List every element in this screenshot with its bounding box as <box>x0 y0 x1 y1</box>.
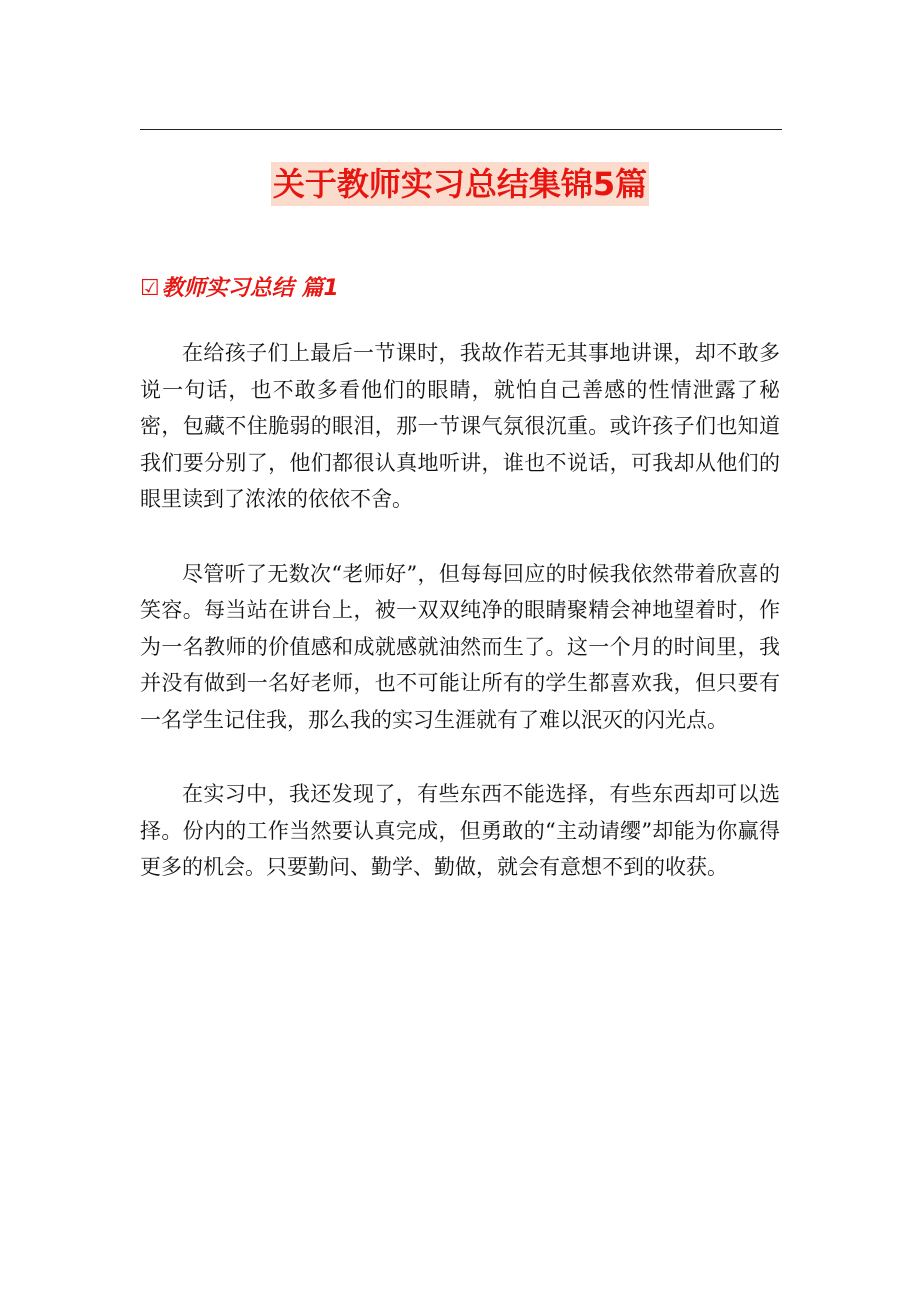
paragraph-1: 在给孩子们上最后一节课时，我故作若无其事地讲课，却不敢多说一句话，也不敢多看他们的眼睛，就怕自己善感的性情泄露了秘密，包藏不住脆弱的眼泪，那一节课气氛很沉重。或许孩子们也知道我们要分别了，他们都很认真地听讲，谁也不说话，可我却从他们的眼里读到了浓浓的依依不舍。 <box>140 341 780 511</box>
document-title: 关于教师实习总结集锦5篇 <box>271 162 649 206</box>
section-heading <box>140 273 339 305</box>
paragraph-3: 在实习中，我还发现了，有些东西不能选择，有些东西却可以选择。份内的工作当然要认真完成，但勇敢的“主动请缨”却能为你赢得更多的机会。只要勤问、勤学、勤做，就会有意想不到的收获。 <box>140 782 780 879</box>
article-body <box>140 335 780 924</box>
top-divider <box>140 129 782 130</box>
paragraph-2: 尽管听了无数次“老师好”，但每每回应的时候我依然带着欣喜的笑容。每当站在讲台上，被一双双纯净的眼睛聚精会神地望着时，作为一名教师的价值感和成就感就油然而生了。这一个月的时间里，我并没有做到一名好老师，也不可能让所有的学生都喜欢我，但只要有一名学生记住我，那么我的实习生涯就有了难以泯灭的闪光点。 <box>140 561 780 732</box>
section-heading-label: 教师实习总结 篇1 <box>161 276 339 301</box>
checkbox-checked-icon: ☑ <box>140 276 160 301</box>
title-container <box>0 162 920 206</box>
